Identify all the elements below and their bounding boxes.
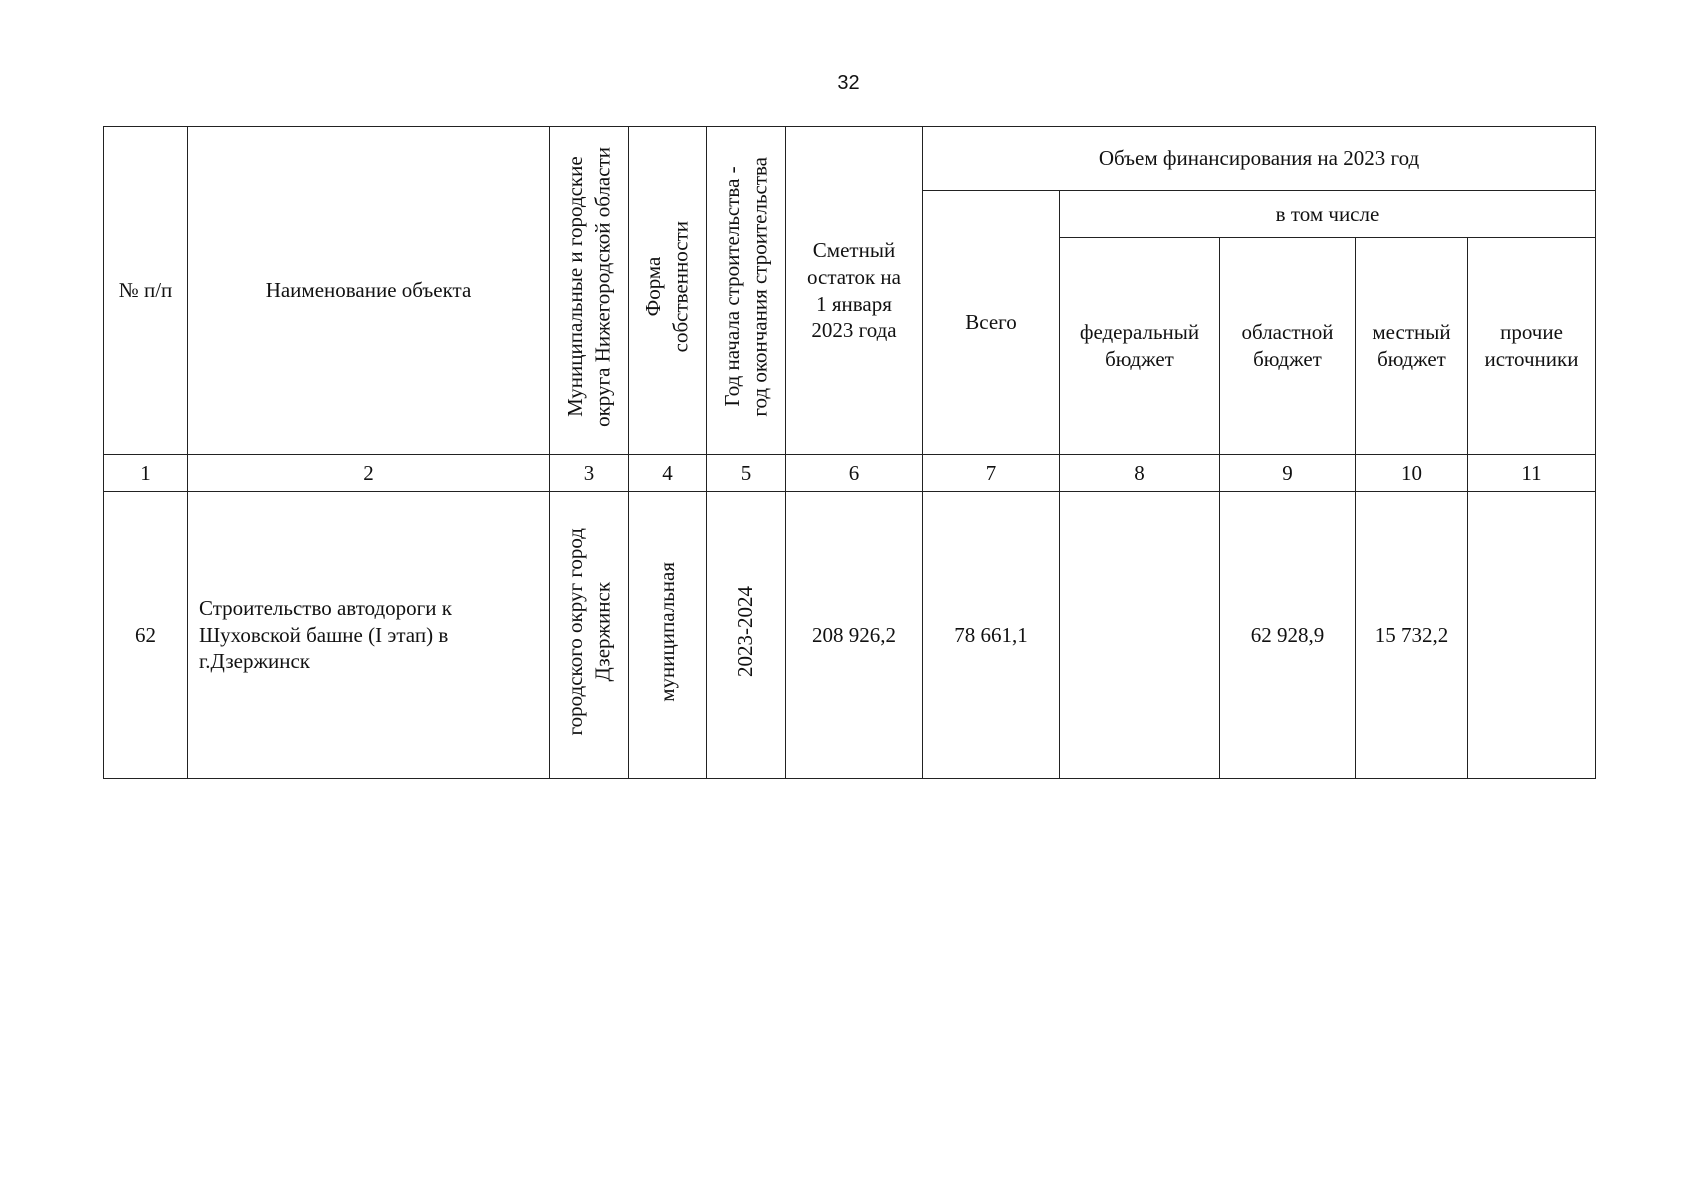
column-number: 7 xyxy=(923,455,1060,492)
row-object-name xyxy=(188,492,550,779)
header-federal-l2: бюджет xyxy=(1105,347,1174,371)
header-ownership-line2: собственности xyxy=(668,221,693,353)
header-years xyxy=(707,127,786,455)
table-row xyxy=(104,492,1596,779)
header-regional xyxy=(1220,238,1356,455)
column-number: 1 xyxy=(104,455,188,492)
header-estimate-l4: 2023 года xyxy=(811,318,897,343)
header-years-line1: Год начала строительства - xyxy=(719,166,744,408)
header-estimate-l3: 1 января xyxy=(816,291,892,316)
row-regional: 62 928,9 xyxy=(1220,492,1356,779)
financing-table xyxy=(103,126,1596,779)
column-number: 6 xyxy=(786,455,923,492)
header-municipality-line2: округа Нижегородской области xyxy=(590,147,614,427)
row-num: 62 xyxy=(104,492,188,779)
header-estimate-l2: остаток на xyxy=(807,264,901,289)
header-other-l2: источники xyxy=(1484,347,1579,371)
column-number: 3 xyxy=(550,455,629,492)
header-row-1 xyxy=(104,127,1596,191)
page-number: 32 xyxy=(837,72,860,94)
row-municipality xyxy=(550,492,629,779)
header-total: Всего xyxy=(923,191,1060,455)
header-local xyxy=(1356,238,1468,455)
row-name-l2: Шуховской башне (I этап) в xyxy=(199,622,449,647)
header-other xyxy=(1468,238,1596,455)
row-federal xyxy=(1060,492,1220,779)
row-name-l1: Строительство автодороги к xyxy=(199,595,452,620)
row-name-l3: г.Дзержинск xyxy=(199,649,310,674)
header-local-l1: местный xyxy=(1372,320,1451,345)
header-financing: Объем финансирования на 2023 год xyxy=(923,127,1596,191)
header-federal xyxy=(1060,238,1220,455)
header-years-line2: год окончания строительства xyxy=(747,157,771,417)
row-local: 15 732,2 xyxy=(1356,492,1468,779)
row-years xyxy=(707,492,786,779)
header-municipality-line1: Муниципальные и городские xyxy=(562,156,587,418)
column-number: 4 xyxy=(629,455,707,492)
header-municipality xyxy=(550,127,629,455)
row-other xyxy=(1468,492,1596,779)
column-number-row xyxy=(104,455,1596,492)
header-ownership xyxy=(629,127,707,455)
row-municipality-l2: Дзержинск xyxy=(590,581,614,682)
header-name: Наименование объекта xyxy=(188,127,550,455)
header-other-l1: прочие xyxy=(1500,320,1563,345)
column-number: 10 xyxy=(1356,455,1468,492)
header-local-l2: бюджет xyxy=(1377,347,1446,371)
column-number: 2 xyxy=(188,455,550,492)
row-estimate: 208 926,2 xyxy=(786,492,923,779)
header-federal-l1: федеральный xyxy=(1079,320,1200,345)
column-number: 8 xyxy=(1060,455,1220,492)
row-ownership xyxy=(629,492,707,779)
header-regional-l1: областной xyxy=(1241,320,1334,345)
header-num: № п/п xyxy=(104,127,188,455)
header-estimate xyxy=(786,127,923,455)
row-municipality-l1: городского округ город xyxy=(562,527,587,736)
header-including: в том числе xyxy=(1060,191,1596,238)
header-regional-l2: бюджет xyxy=(1253,347,1322,371)
row-total: 78 661,1 xyxy=(923,492,1060,779)
column-number: 11 xyxy=(1468,455,1596,492)
header-ownership-line1: Форма xyxy=(641,257,666,317)
row-ownership-text: муниципальная xyxy=(654,561,679,702)
column-number: 5 xyxy=(707,455,786,492)
column-number: 9 xyxy=(1220,455,1356,492)
row-years-text: 2023-2024 xyxy=(733,586,758,678)
header-estimate-l1: Сметный xyxy=(812,237,896,262)
